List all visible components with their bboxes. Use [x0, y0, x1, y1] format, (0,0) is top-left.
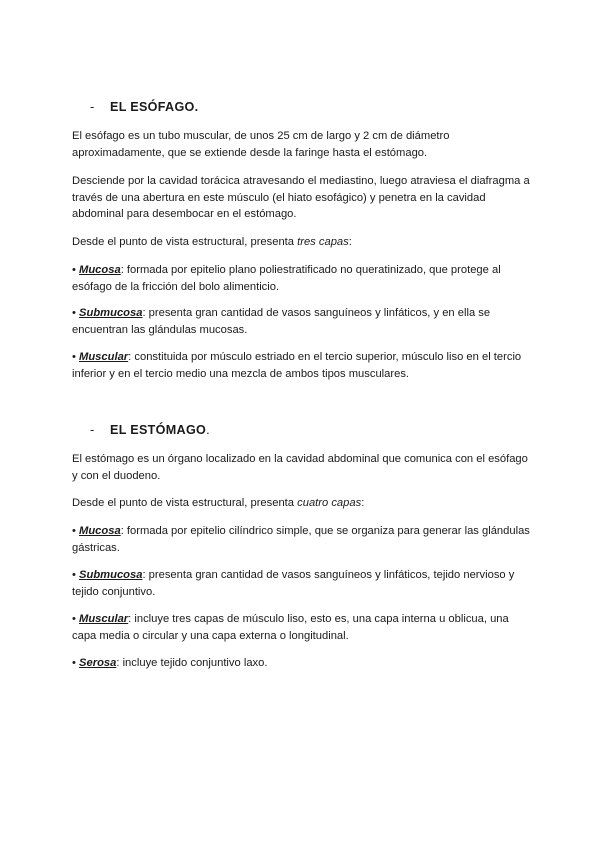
- layer-term: Muscular: [79, 613, 129, 625]
- bullet: •: [72, 569, 80, 581]
- structure-suffix: :: [361, 497, 365, 509]
- structure-emphasis: cuatro capas: [297, 497, 362, 509]
- paragraph-estomago-intro: El estómago es un órgano localizado en la cavidad abdominal que comunica con el esófago y con el duodeno.: [72, 453, 528, 482]
- section-heading-esofago: [90, 100, 198, 114]
- bullet: •: [72, 657, 80, 669]
- heading-title: EL ESTÓMAGO: [110, 423, 207, 437]
- layer-description: : formada por epitelio cilíndrico simple, que se organiza para generar las glándulas gástricas.: [72, 525, 530, 554]
- heading-title: EL ESÓFAGO.: [110, 100, 199, 114]
- heading-dash: -: [90, 423, 95, 437]
- structure-suffix: :: [348, 236, 352, 248]
- heading-dot: .: [206, 423, 210, 437]
- structure-prefix: Desde el punto de vista estructural, presenta: [72, 497, 298, 509]
- structure-prefix: Desde el punto de vista estructural, presenta: [72, 236, 298, 248]
- layer-description: : incluye tejido conjuntivo laxo.: [116, 657, 268, 669]
- structure-emphasis: tres capas: [297, 236, 349, 248]
- bullet: •: [72, 264, 80, 276]
- list-item-estomago-submucosa: [72, 567, 534, 600]
- list-item-estomago-muscular: [72, 611, 534, 644]
- heading-dash: -: [90, 100, 95, 114]
- layer-description: : presenta gran cantidad de vasos sanguíneos y linfáticos, tejido nervioso y tejido conjuntivo.: [72, 569, 515, 598]
- paragraph-esofago-intro: El esófago es un tubo muscular, de unos 25 cm de largo y 2 cm de diámetro aproximadamente, que se extiende desde la faringe hasta el estómago.: [72, 130, 450, 159]
- layer-term: Mucosa: [79, 264, 121, 276]
- layer-term: Muscular: [79, 351, 129, 363]
- list-item-estomago-serosa: [72, 655, 534, 672]
- list-item-esofago-mucosa: [72, 262, 534, 295]
- layer-description: : formada por epitelio plano poliestratificado no queratinizado, que protege al esófago de la fricción del bolo alimenticio.: [72, 264, 501, 293]
- paragraph-estomago-structure: [72, 495, 534, 512]
- layer-term: Mucosa: [79, 525, 121, 537]
- list-item-esofago-muscular: [72, 349, 534, 382]
- list-item-estomago-mucosa: [72, 523, 534, 556]
- bullet: •: [72, 613, 80, 625]
- layer-description: : presenta gran cantidad de vasos sanguíneos y linfáticos, y en ella se encuentran las glándulas mucosas.: [72, 307, 491, 336]
- bullet: •: [72, 525, 80, 537]
- paragraph-esofago-structure: [72, 234, 534, 251]
- layer-term: Serosa: [79, 657, 117, 669]
- bullet: •: [72, 351, 80, 363]
- layer-description: : constituida por músculo estriado en el tercio superior, músculo liso en el tercio inferior y en el tercio medio una mezcla de ambos tipos musculares.: [72, 351, 522, 380]
- layer-term: Submucosa: [79, 307, 143, 319]
- layer-term: Submucosa: [79, 569, 143, 581]
- bullet: •: [72, 307, 80, 319]
- layer-description: : incluye tres capas de músculo liso, esto es, una capa interna u oblicua, una capa media o circular y una capa externa o longitudinal.: [72, 613, 509, 642]
- list-item-esofago-submucosa: [72, 305, 534, 338]
- paragraph-esofago-desc: Desciende por la cavidad torácica atravesando el mediastino, luego atraviesa el diafragma a través de una abertura en este músculo (el hiato esofágico) y penetra en la cavidad abdominal para desembocar en el estómago.: [72, 175, 530, 220]
- section-heading-estomago: [90, 423, 210, 437]
